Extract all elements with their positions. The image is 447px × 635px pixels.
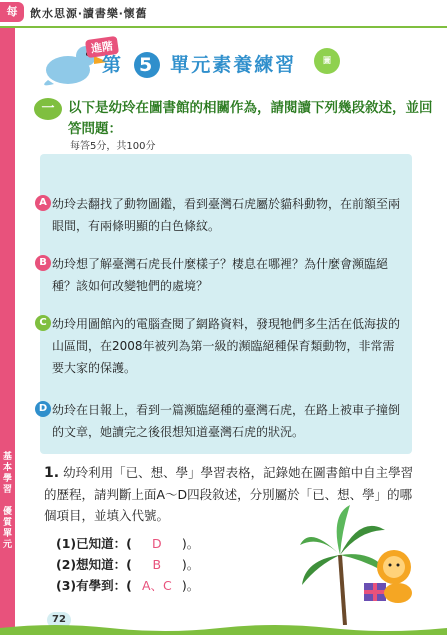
sub-question-number: 1. bbox=[44, 465, 60, 481]
paragraph-d bbox=[38, 399, 404, 443]
side-label-char: 本 bbox=[2, 463, 12, 473]
header-title: 飲水思源‧讀書樂‧懷舊 bbox=[30, 7, 148, 20]
paragraph-c bbox=[39, 313, 404, 379]
level-badge: 進階 bbox=[85, 36, 119, 58]
footer-wave bbox=[0, 622, 447, 635]
answer-end: )。 bbox=[181, 557, 200, 572]
answer-end: )。 bbox=[181, 578, 200, 593]
answer-row bbox=[56, 533, 199, 554]
side-label-char: 質 bbox=[2, 518, 12, 528]
answer-row bbox=[56, 554, 199, 575]
side-label-char: 習 bbox=[2, 485, 12, 495]
paragraph-tag: D bbox=[35, 401, 51, 417]
answer-value[interactable]: B bbox=[152, 557, 162, 572]
top-bar bbox=[0, 0, 447, 28]
question-number: 一 bbox=[34, 98, 62, 120]
question-text: 以下是幼玲在圖書館的相關作為，請閱讀下列幾段敘述，並回答問題： bbox=[68, 100, 433, 137]
side-label bbox=[1, 452, 14, 551]
answer-value[interactable]: A、C bbox=[141, 578, 172, 593]
answer-label: (1)已知道：( bbox=[56, 536, 132, 551]
title-suffix: 單元素養練習 bbox=[170, 54, 297, 76]
paragraph-text: 幼玲用圖館內的電腦查閱了網路資料，發現牠們多生活在低海拔的山區間，在2008年被列為第一級的瀕臨絕種保育類動物，非常需要大家的保護。 bbox=[52, 317, 401, 375]
side-label-char: 學 bbox=[2, 474, 12, 484]
side-label-char: 優 bbox=[2, 507, 12, 517]
paragraph-text: 幼玲想了解臺灣石虎長什麼樣子？棲息在哪裡？為什麼會瀕臨絕種？該如何改變牠們的處境？ bbox=[52, 257, 389, 293]
paragraph-tag: C bbox=[35, 315, 51, 331]
lion-illustration bbox=[360, 545, 420, 605]
score-info: 每答5分，共100分 bbox=[70, 141, 156, 152]
answer-label: (3)有學到：( bbox=[56, 578, 132, 593]
title-prefix: 第 bbox=[102, 54, 124, 76]
answer-list bbox=[56, 533, 199, 596]
unit-title bbox=[102, 50, 296, 78]
medal-icon: 圖 bbox=[314, 48, 340, 74]
page-number: 72 bbox=[47, 612, 71, 628]
side-label-char bbox=[1, 496, 14, 507]
answer-end: )。 bbox=[181, 536, 200, 551]
header-tab: 每 bbox=[0, 2, 24, 22]
paragraph-tag: A bbox=[35, 195, 51, 211]
side-label-char: 元 bbox=[2, 540, 12, 550]
side-label-char: 基 bbox=[2, 452, 12, 462]
paragraph-a bbox=[39, 193, 404, 237]
unit-number: 5 bbox=[134, 52, 160, 78]
paragraph-text: 幼玲在日報上，看到一篇瀕臨絕種的臺灣石虎，在路上被車子撞倒的文章，她讀完之後很想知道臺灣石虎的狀況。 bbox=[52, 403, 401, 439]
paragraph-tag: B bbox=[35, 255, 51, 271]
paragraph-b bbox=[39, 253, 404, 297]
answer-row bbox=[56, 575, 199, 596]
answer-label: (2)想知道：( bbox=[56, 557, 132, 572]
paragraph-text: 幼玲去翻找了動物圖鑑，看到臺灣石虎屬於貓科動物，在前額至兩眼間，有兩條明顯的白色條紋。 bbox=[52, 197, 401, 233]
side-label-char: 單 bbox=[2, 529, 12, 539]
sub-question-text: 幼玲利用「已、想、學」學習表格，記錄她在圖書館中自主學習的歷程，請判斷上面A～D四段敘述，分別屬於「已、想、學」的哪個項目，並填入代號。 bbox=[44, 465, 414, 523]
answer-value[interactable]: D bbox=[152, 536, 162, 551]
